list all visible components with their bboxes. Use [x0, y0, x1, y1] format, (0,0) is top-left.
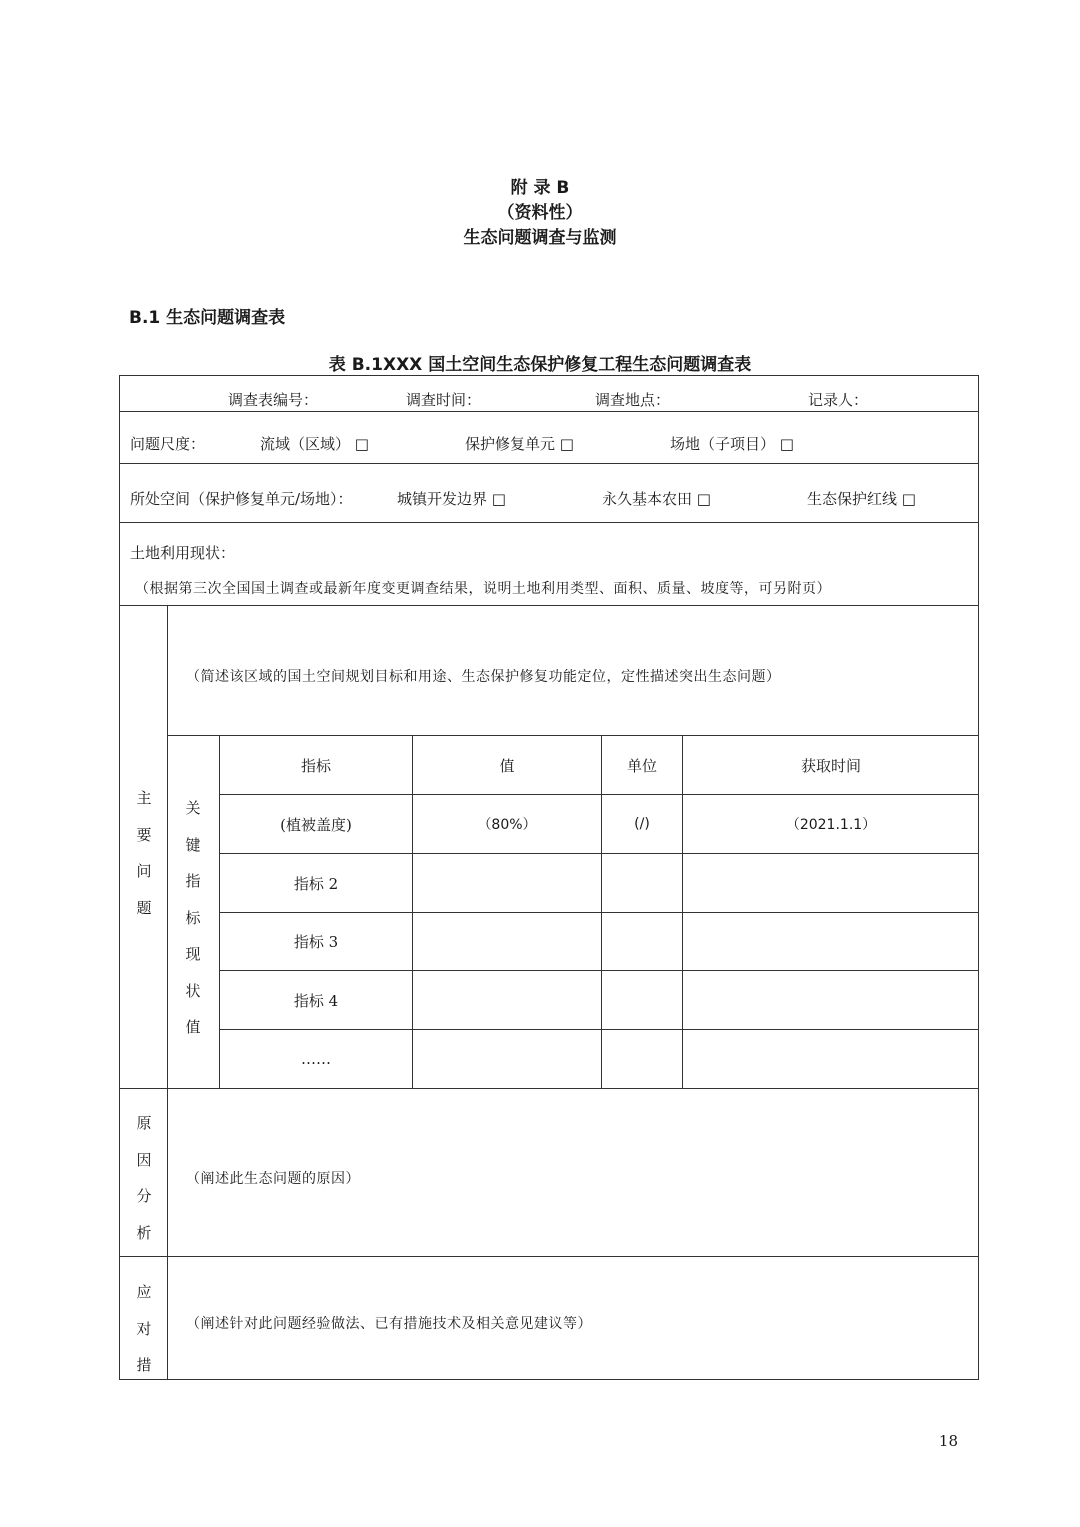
land-use-label: 土地利用现状：: [130, 544, 236, 562]
time-cell[interactable]: [683, 854, 979, 912]
cause-note: （阐述此生态问题的原因）: [186, 1171, 360, 1187]
row-divider: [119, 522, 979, 523]
cause-label: 原因分析: [136, 1114, 152, 1242]
header-time: 获取时间: [800, 756, 861, 775]
indicator-cell: 指标 3: [293, 933, 339, 951]
scale-option-site[interactable]: 场地（子项目） □: [670, 435, 794, 453]
unit-cell[interactable]: [602, 971, 682, 1029]
row-divider: [119, 605, 979, 606]
indicator-cell: 指标 4: [293, 991, 339, 1010]
survey-place-label: 调查地点：: [595, 391, 671, 409]
survey-time-label: 调查时间：: [406, 391, 482, 409]
unit-cell[interactable]: [602, 854, 682, 912]
scale-label: 问题尺度：: [130, 435, 206, 453]
recorder-label: 记录人：: [808, 391, 869, 409]
measures-label: 应对措: [136, 1283, 152, 1374]
unit-cell[interactable]: [602, 1030, 682, 1088]
time-cell[interactable]: [683, 1030, 979, 1088]
scale-option-watershed[interactable]: 流域（区域） □: [260, 435, 369, 453]
measures-note: （阐述针对此问题经验做法、已有措施技术及相关意见建议等）: [186, 1316, 592, 1332]
time-cell[interactable]: [683, 971, 979, 1029]
col-divider: [167, 605, 168, 1380]
row-divider: [119, 463, 979, 464]
row-divider: [119, 411, 979, 412]
key-indicator-label: 关键指标现状值: [185, 799, 201, 1036]
section-title: B.1 生态问题调查表: [129, 308, 286, 328]
page-number: 18: [938, 1432, 958, 1450]
time-cell[interactable]: [683, 913, 979, 970]
indicator-cell: ……: [301, 1050, 331, 1068]
header-value: 值: [499, 756, 515, 775]
row-divider: [119, 1088, 979, 1089]
value-cell[interactable]: [413, 971, 601, 1029]
indicator-cell: 指标 2: [293, 874, 339, 893]
space-label: 所处空间（保护修复单元/场地）：: [130, 490, 353, 508]
time-cell[interactable]: （2021.1.1）: [785, 817, 877, 833]
value-cell[interactable]: [413, 1030, 601, 1088]
value-cell[interactable]: （80%）: [477, 817, 537, 833]
appendix-nature: （资料性）: [497, 203, 583, 223]
header-indicator: 指标: [300, 756, 331, 775]
unit-cell[interactable]: (/): [634, 816, 650, 832]
value-cell[interactable]: [413, 854, 601, 912]
appendix-title: 生态问题调查与监测: [463, 228, 617, 248]
scale-option-unit[interactable]: 保护修复单元 □: [465, 435, 574, 453]
survey-no-label: 调查表编号：: [228, 391, 319, 409]
table-caption: 表 B.1XXX 国土空间生态保护修复工程生态问题调查表: [328, 355, 752, 375]
space-option-farmland[interactable]: 永久基本农田 □: [602, 490, 711, 508]
header-unit: 单位: [626, 756, 657, 775]
value-cell[interactable]: [413, 913, 601, 970]
unit-cell[interactable]: [602, 913, 682, 970]
land-use-note: （根据第三次全国国土调查或最新年度变更调查结果，说明土地利用类型、面积、质量、坡度等，可另附页）: [135, 581, 831, 597]
main-issue-note: （简述该区域的国土空间规划目标和用途、生态保护修复功能定位，定性描述突出生态问题）: [186, 669, 781, 685]
appendix-label: 附 录 B: [510, 178, 570, 198]
space-option-urban[interactable]: 城镇开发边界 □: [397, 490, 506, 508]
row-divider: [119, 1256, 979, 1257]
indicator-cell: (植被盖度): [280, 815, 352, 834]
main-issue-label: 主要问题: [136, 789, 152, 917]
space-option-redline[interactable]: 生态保护红线 □: [807, 490, 916, 508]
